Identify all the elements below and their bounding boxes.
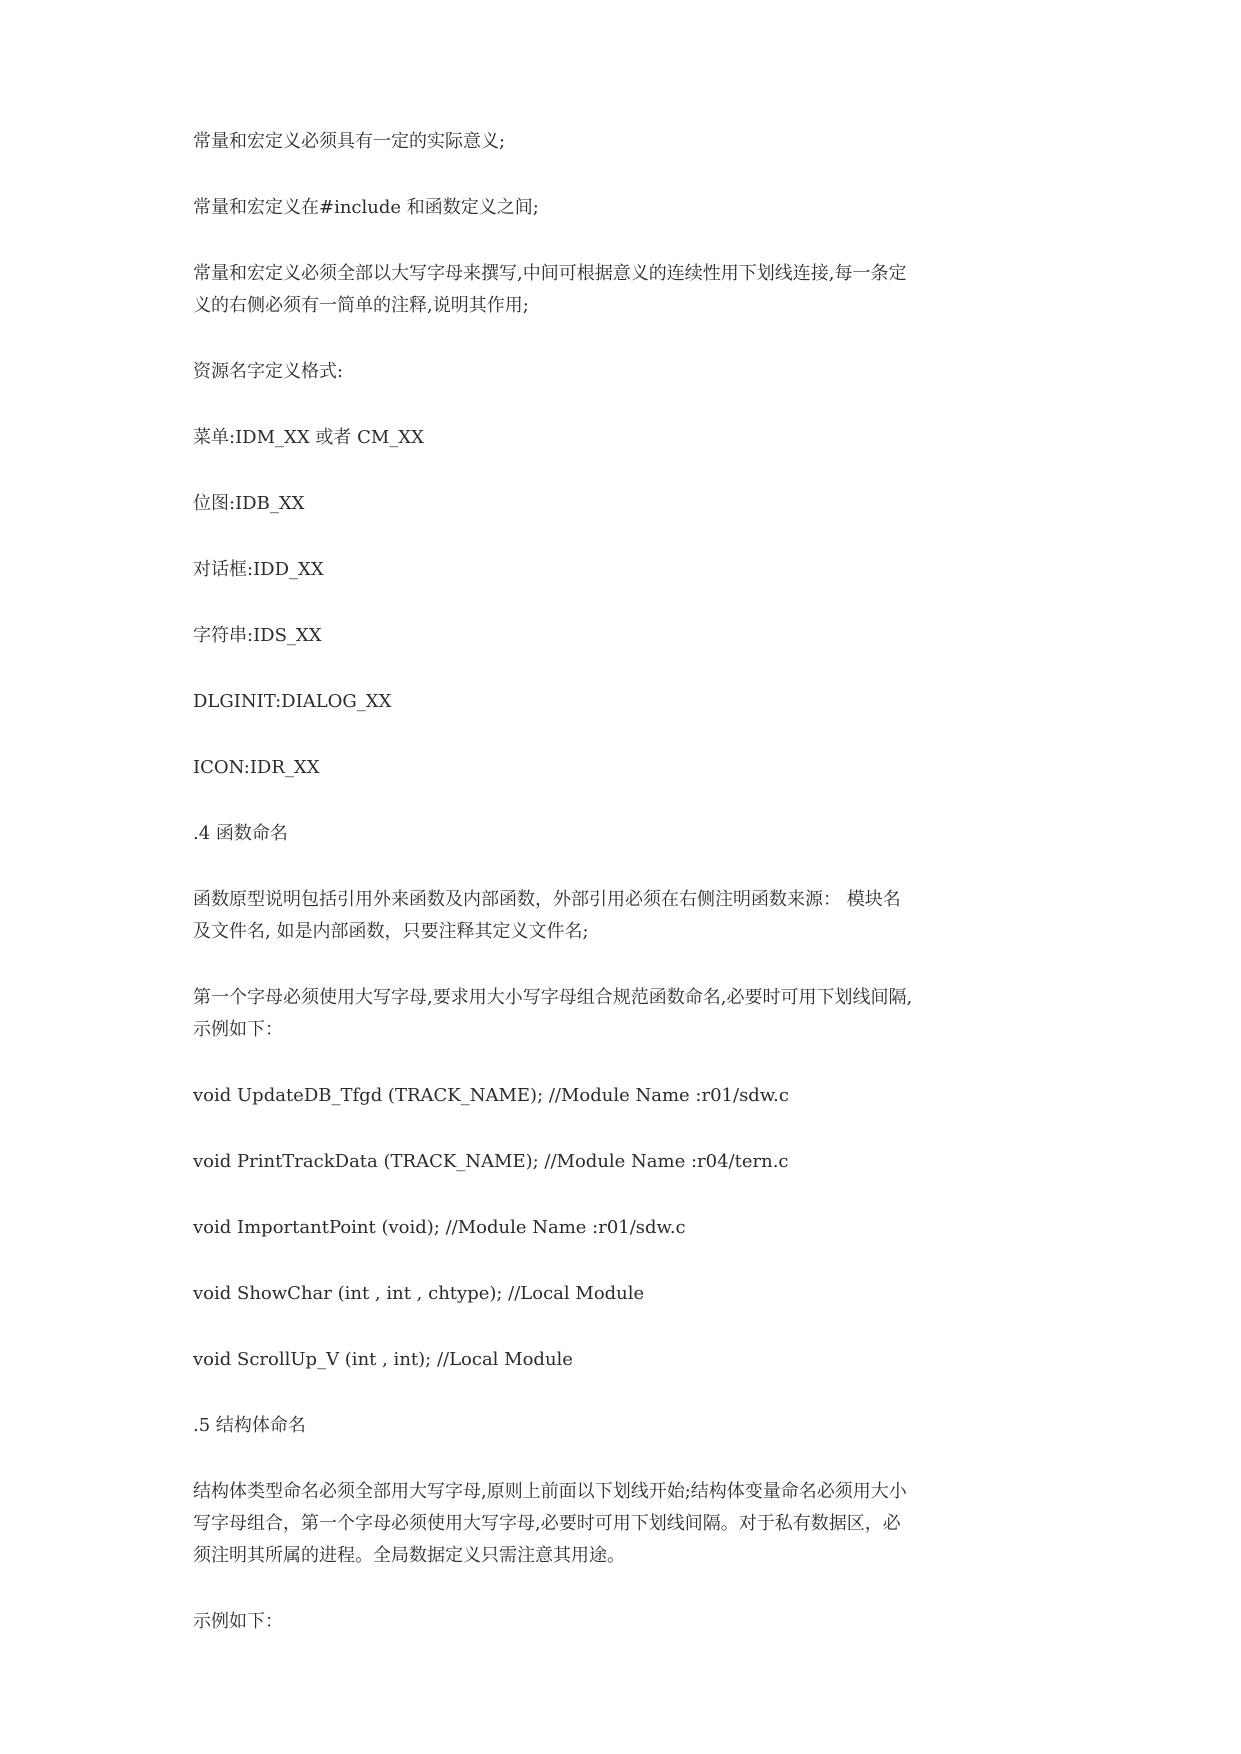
code-line-update-db: void UpdateDB_Tfgd (TRACK_NAME); //Module Name :r01/sdw.c [193, 1085, 789, 1106]
paragraph-bitmap-format: 位图:IDB_XX [193, 493, 305, 514]
document-body [193, 126, 913, 1672]
paragraph-function-capitalization: 第一个字母必须使用大写字母,要求用大小写字母组合规范函数命名,必要时可用下划线间隔,示例如下： [193, 987, 913, 1040]
code-line-important-point: void ImportantPoint (void); //Module Name :r01/sdw.c [193, 1217, 686, 1238]
section-heading-struct-naming: .5 结构体命名 [193, 1415, 306, 1436]
code-line-print-track-data: void PrintTrackData (TRACK_NAME); //Module Name :r04/tern.c [193, 1151, 789, 1172]
code-line-scroll-up: void ScrollUp_V (int , int); //Local Module [193, 1349, 573, 1370]
paragraph-icon-format: ICON:IDR_XX [193, 757, 320, 778]
paragraph-constant-position: 常量和宏定义在#include 和函数定义之间; [193, 197, 539, 218]
paragraph-dialog-format: 对话框:IDD_XX [193, 559, 324, 580]
paragraph-constant-meaning: 常量和宏定义必须具有一定的实际意义; [193, 131, 506, 152]
paragraph-menu-format: 菜单:IDM_XX 或者 CM_XX [193, 427, 424, 448]
paragraph-example-intro: 示例如下： [193, 1611, 283, 1632]
paragraph-string-format: 字符串:IDS_XX [193, 625, 322, 646]
paragraph-resource-format: 资源名字定义格式: [193, 361, 344, 382]
paragraph-constant-uppercase: 常量和宏定义必须全部以大写字母来撰写,中间可根据意义的连续性用下划线连接,每一条定义的右侧必须有一简单的注释,说明其作用; [193, 263, 907, 316]
section-heading-function-naming: .4 函数命名 [193, 823, 288, 844]
paragraph-struct-rules: 结构体类型命名必须全部用大写字母,原则上前面以下划线开始;结构体变量命名必须用大小写字母组合，第一个字母必须使用大写字母,必要时可用下划线间隔。对于私有数据区，必须注明其所属的进程。全局数据定义只需注意其用途。 [193, 1481, 907, 1566]
code-line-show-char: void ShowChar (int , int , chtype); //Local Module [193, 1283, 645, 1304]
paragraph-function-prototype: 函数原型说明包括引用外来函数及内部函数，外部引用必须在右侧注明函数来源： 模块名及文件名, 如是内部函数，只要注释其定义文件名; [193, 889, 901, 942]
paragraph-dlginit-format: DLGINIT:DIALOG_XX [193, 691, 392, 712]
